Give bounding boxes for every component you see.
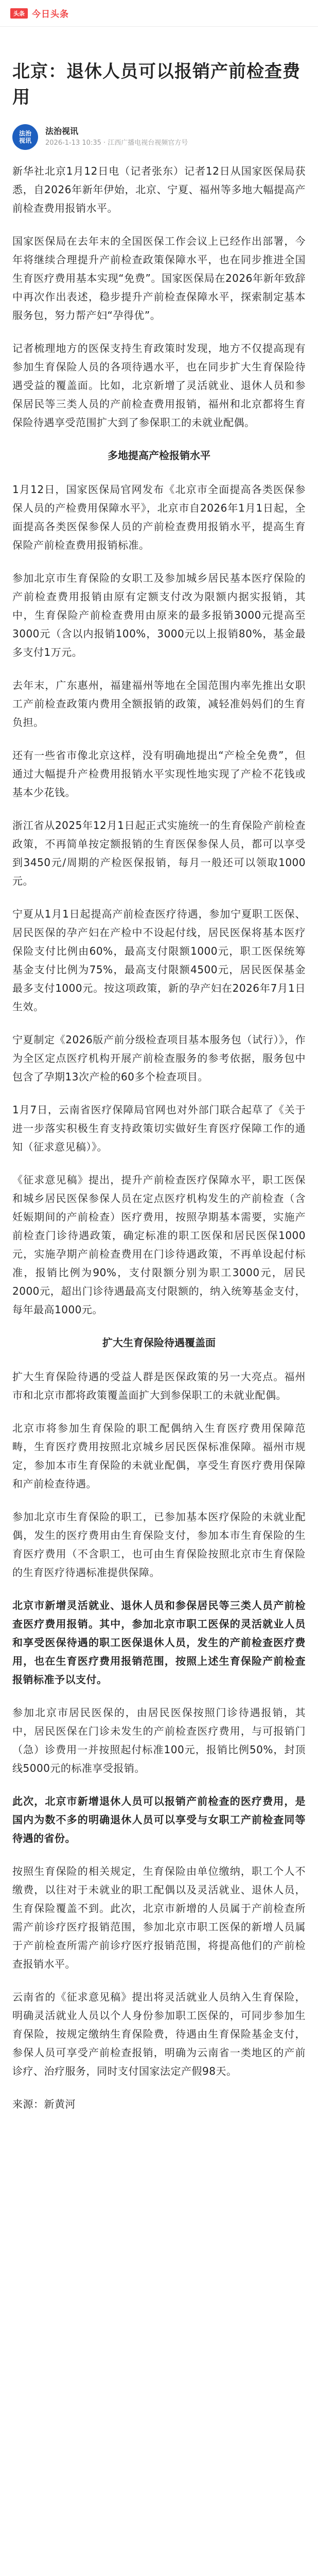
intro-paragraphs	[12, 162, 306, 432]
article-paragraph: 浙江省从2025年12月1日起正式实施统一的生育保险产前检查政策，不再简单按定额报销的生育医保参保人员，都可以享受到3450元/周期的产检医保报销，每月一般还可以领取1000元。	[12, 819, 306, 887]
section-1-paragraphs	[12, 480, 306, 1319]
article-paragraph: 宁夏制定《2026版产前分级检查项目基本服务包（试行）》，作为全区定点医疗机构开展产前检查服务的参考依据，服务包中包含了孕期13次产检的60多个检查项目。	[12, 1033, 306, 1083]
author-row[interactable]	[12, 124, 306, 150]
app-header	[0, 0, 318, 27]
section-2-paragraphs	[12, 1367, 306, 2080]
article-paragraph: 国家医保局在去年末的全国医保工作会议上已经作出部署，今年将继续合理提升产前检查政策保障水平，也在同步推进全国生育医疗费用基本实现“免费”。国家医保局在2026年新年致辞中再次作出表述，稳步提升产前检查保障水平，探索制定基本服务包，努力帮产妇“孕得优”。	[12, 235, 306, 321]
article-paragraph: 还有一些省市像北京这样，没有明确地提出“产检全免费”，但通过大幅提升产检费用报销水平实现性地实现了产检不花钱或基本少花钱。	[12, 749, 306, 799]
article-paragraph: 去年末，广东惠州，福建福州等地在全国范围内率先推出女职工产前检查政策内费用全额报销的政策，减轻准妈妈们的生育负担。	[12, 679, 306, 728]
article-paragraph: 按照生育保险的相关规定，生育保险由单位缴纳，职工个人不缴费，以往对于未就业的职工配偶以及灵活就业、退休人员，生育保险覆盖不到。此次，北京市新增的人员属于产前检查所需产前诊疗医疗报销范围，参加北京市职工医保的新增人员属于产前检查所需产前诊疗医疗报销范围，将提高他们的产前检查报销水平。	[12, 1865, 306, 1970]
brand-name[interactable]: 今日头条	[32, 9, 69, 20]
article-paragraph: 此次，北京市新增退休人员可以报销产前检查的医疗费用，是国内为数不多的明确退休人员可以享受与女职工产前检查同等待遇的省份。	[12, 1795, 306, 1844]
avatar-text: 法治 视讯	[19, 130, 31, 144]
publish-info: 2026-1-13 10:35 · 江西广播电视台视频官方号	[45, 139, 188, 147]
avatar[interactable]	[12, 124, 38, 150]
article-paragraph: 参加北京市生育保险的女职工及参加城乡居民基本医疗保险的产前检查费用报销由原有定额支付改为限额内据实报销，其中，生育保险产前检查费用由原来的最多报销3000元提高至3000元（含以内报销100%，3000元以上报销80%，基金最多支付1万元。	[12, 572, 306, 658]
article-paragraph: 北京市新增灵活就业、退休人员和参保居民等三类人员产前检查医疗费用报销。其中，参加北京市职工医保的灵活就业人员和享受医保待遇的职工医保退休人员，发生的产前检查医疗费用，也在生育医疗费用报销范围，按照上述生育保险产前检查报销标准予以支付。	[12, 1599, 306, 1686]
section-heading-1: 多地提高产检报销水平	[108, 449, 210, 462]
article-paragraph: 1月7日，云南省医疗保障局官网也对外部门联合起草了《关于进一步落实积极生育支持政策切实做好生育医疗保障工作的通知（征求意见稿）》。	[12, 1104, 306, 1153]
author-meta	[45, 126, 188, 148]
article-paragraph: 参加北京市居民医保的，由居民医保按照门诊待遇报销，其中，居民医保在门诊未发生的产前检查医疗费用，与可报销门（急）诊费用一并按照起付标准100元，报销比例50%，封顶线5000元的标准享受报销。	[12, 1706, 306, 1774]
article-paragraph: 新华社北京1月12日电（记者张东）记者12日从国家医保局获悉，自2026年新年伊始，北京、宁夏、福州等多地大幅提高产前检查费用报销水平。	[12, 165, 306, 214]
article-paragraph: 扩大生育保险待遇的受益人群是医保政策的另一大亮点。福州市和北京市都将政策覆盖面扩大到参保职工的未就业配偶。	[12, 1370, 306, 1401]
article-paragraph: 宁夏从1月1日起提高产前检查医疗待遇，参加宁夏职工医保、居民医保的孕产妇在产检中不设起付线，居民医保将基本医疗保险支付比例由60%，最高支付限额1000元，职工医保统筹基金支付比例为75%，最高支付限额4500元，居民医保基金最多支付1000元。按这项政策，新的孕产妇在2026年7月1日生效。	[12, 908, 306, 1013]
article-paragraph: 1月12日，国家医保局官网发布《北京市全面提高各类医保参保人员的产检费用保障水平》，北京市自2026年1月1日起，全面提高各类医保参保人员的产前检查费用报销水平，提高生育保险产前检查费用报销标准。	[12, 483, 306, 551]
article-paragraph: 参加北京市生育保险的职工，已参加基本医疗保险的未就业配偶，发生的医疗费用由生育保险支付，参加本市生育保险的生育医疗费用（不含职工，也可由生育保险按照北京市生育保险的生育医疗待遇标准提供保障。	[12, 1511, 306, 1579]
author-name[interactable]: 法治视讯	[45, 126, 79, 136]
article-title: 北京：退休人员可以报销产前检查费用	[12, 61, 301, 108]
article-source: 来源：新黄河	[12, 2098, 76, 2110]
article-paragraph: 云南省的《征求意见稿》提出将灵活就业人员纳入生育保险，明确灵活就业人员以个人身份参加职工医保的，可同步参加生育保险，按规定缴纳生育保险费，待遇由生育保险基金支付，参保人员可享受产前检查报销，明确为云南省一类地区的产前诊疗、治疗服务，同时支付国家法定产假98天。	[12, 1991, 306, 2077]
article-paragraph: 北京市将参加生育保险的职工配偶纳入生育医疗费用保障范畴，生育医疗费用按照北京城乡居民医保标准保障。福州市规定，参加本市生育保险的未就业配偶，享受生育医疗费用保障和产前检查待遇。	[12, 1422, 306, 1490]
toutiao-logo-icon[interactable]: 头条	[10, 8, 28, 19]
article-paragraph: 记者梳理地方的医保支持生育政策时发现，地方不仅提高现有参加生育保险人员的各项待遇水平，也在同步扩大生育保险待遇受益的覆盖面。比如，北京新增了灵活就业、退休人员和参保居民等三类人员的产前检查费用报销，福州和北京都将生育保险待遇享受范围扩大到了参保职工的未就业配偶。	[12, 342, 306, 429]
article-body	[12, 162, 306, 2113]
section-heading-2: 扩大生育保险待遇覆盖面	[102, 1336, 216, 1349]
article-paragraph: 《征求意见稿》提出，提升产前检查医疗保障水平，职工医保和城乡居民医保参保人员在定点医疗机构发生的产前检查（含妊娠期间的产前检查）医疗费用，按照孕期基本需要，实施产前检查门诊待遇政策，确定标准的职工医保和居民医保1000元，实施孕期产前检查费用在门诊待遇政策，不再单设起付标准，报销比例为90%，支付限额分别为职工3000元，居民2000元，超出门诊待遇最高支付限额的，纳入统筹基金支付，每年最高1000元。	[12, 1174, 306, 1316]
article-container	[0, 27, 318, 2128]
